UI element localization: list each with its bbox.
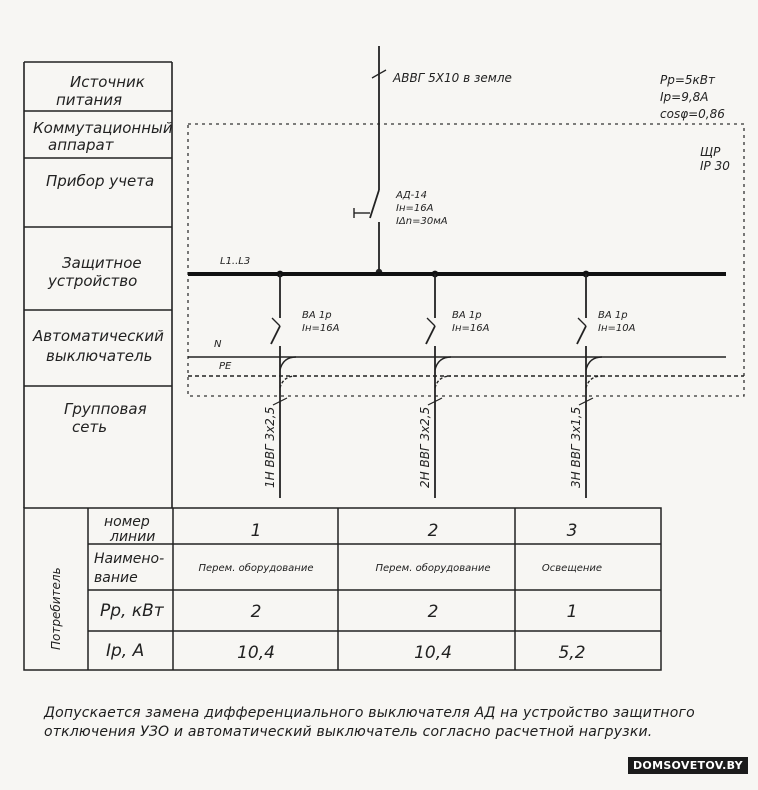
line-3-ip: 5,2 [558,643,586,663]
supply-cable: АВВГ 5Х10 в земле [393,71,512,85]
panel-ip: IP 30 [700,159,730,173]
breaker-1-in: Iн=16A [302,323,340,334]
line-3-pp: 1 [566,602,578,622]
label-metering: Прибор учета [46,172,155,190]
row-label-name [94,551,164,586]
breaker-2-name: ВА 1р [452,310,482,321]
label-protective-line1: Защитное [62,254,142,272]
table-column-2 [376,521,491,663]
panel-name: ЩР [700,145,721,159]
breaker-3-name: ВА 1р [598,310,628,321]
branch-3 [569,271,636,498]
label-breaker-line2: выключатель [46,347,153,365]
branch-2 [418,271,490,498]
line-2-name: Перем. оборудование [375,563,491,574]
label-switching-line2: аппарат [48,136,114,154]
label-source [56,73,145,109]
row-label-line-1: номер [104,514,150,530]
consumer-table-title: Потребитель [49,567,63,650]
row-label-line-2: линии [110,529,156,545]
label-network-line1: Групповая [64,400,147,418]
row-label-name-2: вание [94,570,138,586]
row-label-line [104,514,155,545]
line-2-num: 2 [427,521,439,541]
pe-bus-label: PE [219,361,232,372]
incoming-feeder [354,46,386,272]
rcd-in: Iн=16A [396,203,434,214]
line-1-ip: 10,4 [237,643,275,663]
panel-border [188,124,744,396]
label-protective-line2: устройство [48,272,138,290]
label-source-line1: Источник [70,73,145,91]
footnote: Допускается замена дифференциального выключателя АД на устройство защитного отключения УЗО и автоматический выключатель согласно расчетной нагрузки. [44,705,695,740]
row-label-name-1: Наимено- [94,551,165,567]
label-switching-line1: Коммутационный [33,119,173,137]
table-column-3 [542,521,602,663]
label-breaker-line1: Автоматический [33,327,164,345]
neutral-bus-label: N [214,339,222,350]
phase-bus-label: L1..L3 [220,256,251,267]
label-protective [47,254,142,290]
table-column-1 [199,521,314,663]
row-label-ip: Ip, A [106,641,145,661]
rcd-name: АД-14 [396,190,427,201]
label-breaker [32,327,164,365]
breaker-1-name: ВА 1р [302,310,332,321]
line-3-name: Освещение [541,563,603,574]
line-1-pp: 2 [250,602,262,622]
supply-cos: cosφ=0,86 [660,107,725,121]
supply-pp: Pp=5кВт [660,73,716,87]
row-label-pp: Pp, кВт [100,601,164,621]
cable-2-label: 2Н ВВГ 3х2,5 [418,406,432,488]
rcd-labels [395,190,448,227]
label-network-line2: сеть [72,418,108,436]
line-2-ip: 10,4 [414,643,452,663]
breaker-2-in: Iн=16A [452,323,490,334]
line-3-num: 3 [566,521,578,541]
line-1-name: Перем. оборудование [198,563,314,574]
line-1-num: 1 [250,521,262,541]
label-switching [33,119,173,154]
label-network [64,400,147,436]
branch-1 [263,271,340,498]
supply-ip: Ip=9,8A [660,90,709,104]
supply-info [392,71,725,121]
rcd-idn: IΔn=30мA [396,216,448,227]
line-2-pp: 2 [427,602,439,622]
cable-3-label: 3Н ВВГ 3х1,5 [569,406,583,488]
watermark-link[interactable]: DOMSOVETOV.BY [628,757,748,774]
label-source-line2: питания [56,91,123,109]
breaker-3-in: Iн=10A [598,323,636,334]
cable-1-label: 1Н ВВГ 3х2,5 [263,406,277,488]
